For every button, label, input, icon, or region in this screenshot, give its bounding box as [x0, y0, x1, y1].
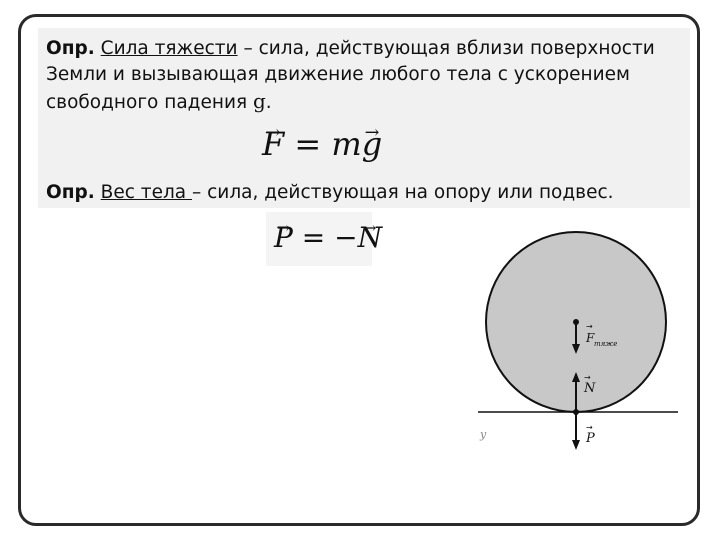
normal-label-arrow: → [584, 373, 591, 382]
normal-label: N [584, 381, 596, 396]
weight-label: P [586, 431, 595, 446]
vector-N: → N [358, 222, 383, 254]
term-gravity: Сила тяжести [100, 38, 238, 59]
definition-weight [46, 180, 614, 206]
gravity-label-arrow: → [586, 322, 593, 331]
definition-gravity-text: – сила, действующая вблизи поверхности [237, 38, 655, 59]
weight-label-arrow: → [586, 423, 593, 432]
gravity-label: F [586, 331, 595, 345]
formula-weight [274, 222, 382, 254]
vector-g: → g [362, 126, 382, 162]
period: . [265, 92, 272, 113]
mass-symbol: m [331, 125, 362, 163]
vector-F: → F [262, 126, 284, 162]
gravity-label-subscript: тяже [594, 340, 618, 348]
definition-gravity-line2: Земли и вызывающая движение любого тела с ускорением [46, 64, 631, 85]
g-symbol: g [252, 89, 266, 113]
equals-sign: = [284, 125, 332, 163]
definition-gravity [46, 36, 655, 116]
surface-mark: y [480, 428, 487, 441]
definition-gravity-line3 [46, 88, 655, 116]
equals-minus: = − [292, 221, 358, 254]
definition-weight-text: – сила, действующая на опору или подвес. [192, 182, 614, 203]
vector-P: → P [274, 222, 293, 254]
force-diagram [478, 224, 678, 458]
formula-gravity [262, 126, 382, 162]
definition-prefix-weight: Опр. [46, 182, 95, 203]
definition-prefix: Опр. [46, 38, 95, 59]
definition-gravity-line3-text: свободного падения [46, 92, 253, 113]
term-weight: Вес тела [100, 182, 192, 203]
definition-gravity-line1 [46, 36, 655, 62]
